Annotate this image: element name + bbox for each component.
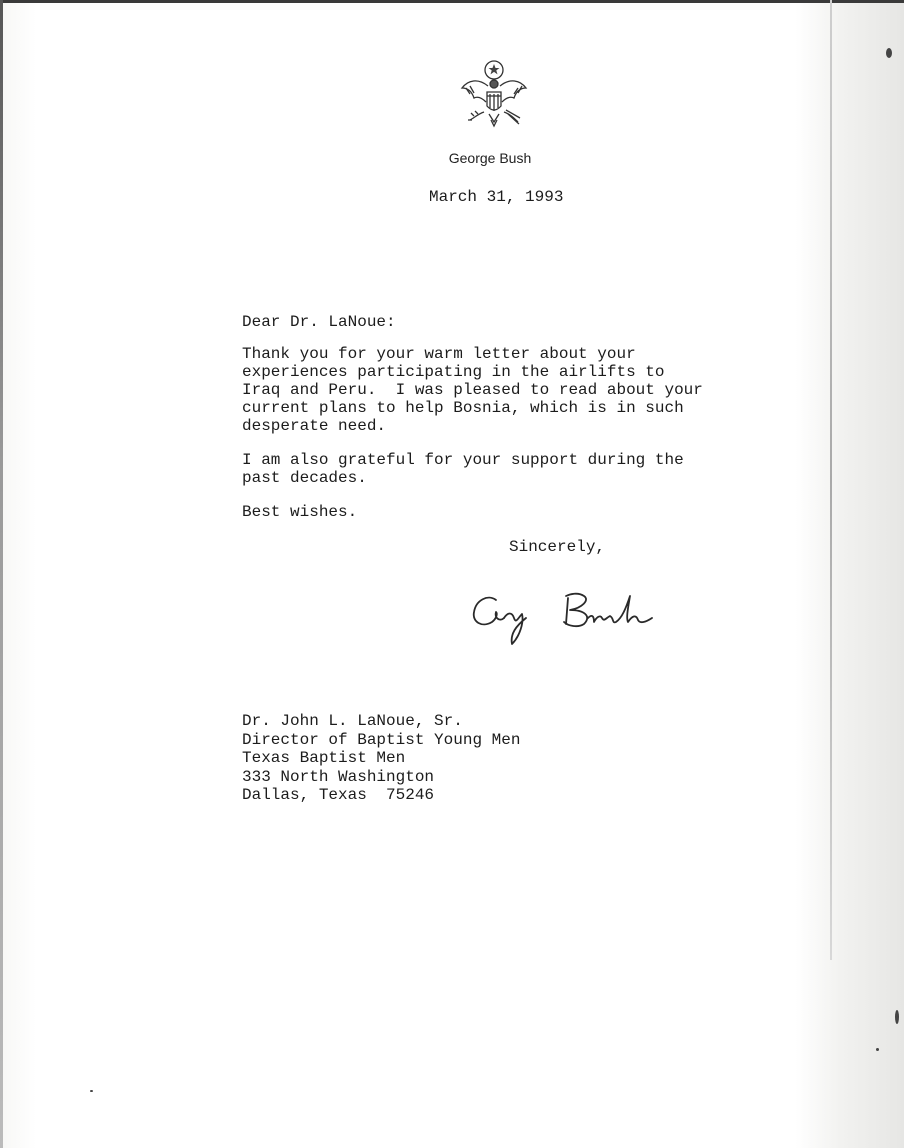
recipient-address	[242, 712, 520, 805]
letterhead-name: George Bush	[448, 150, 532, 166]
address-line: Texas Baptist Men	[242, 749, 406, 767]
scan-top-edge	[0, 0, 904, 3]
scan-speck	[90, 1090, 93, 1092]
paper-fold-line	[830, 0, 832, 960]
letter-date: March 31, 1993	[429, 188, 564, 206]
body-paragraph: I am also grateful for your support during the past decades.	[242, 451, 684, 487]
address-line: Dr. John L. LaNoue, Sr.	[242, 712, 463, 730]
address-line: Director of Baptist Young Men	[242, 730, 521, 749]
scan-speck	[886, 48, 892, 58]
closing-wish: Best wishes.	[242, 503, 358, 521]
presidential-seal-icon	[456, 58, 532, 138]
handwritten-signature	[466, 578, 686, 650]
address-line: Dallas, Texas 75246	[242, 786, 435, 804]
address-line: 333 North Washington	[242, 767, 435, 786]
salutation: Dear Dr. LaNoue:	[242, 313, 396, 331]
body-paragraph: Thank you for your warm letter about your experiences participating in the airlifts to Iraq and Peru. I was pleased to read about your current plans to help Bosnia, which is in such desperate need.	[242, 345, 703, 435]
scan-speck	[876, 1048, 879, 1051]
scan-left-edge	[0, 0, 3, 1148]
scan-speck	[895, 1010, 899, 1024]
closing-sincerely: Sincerely,	[509, 538, 606, 556]
